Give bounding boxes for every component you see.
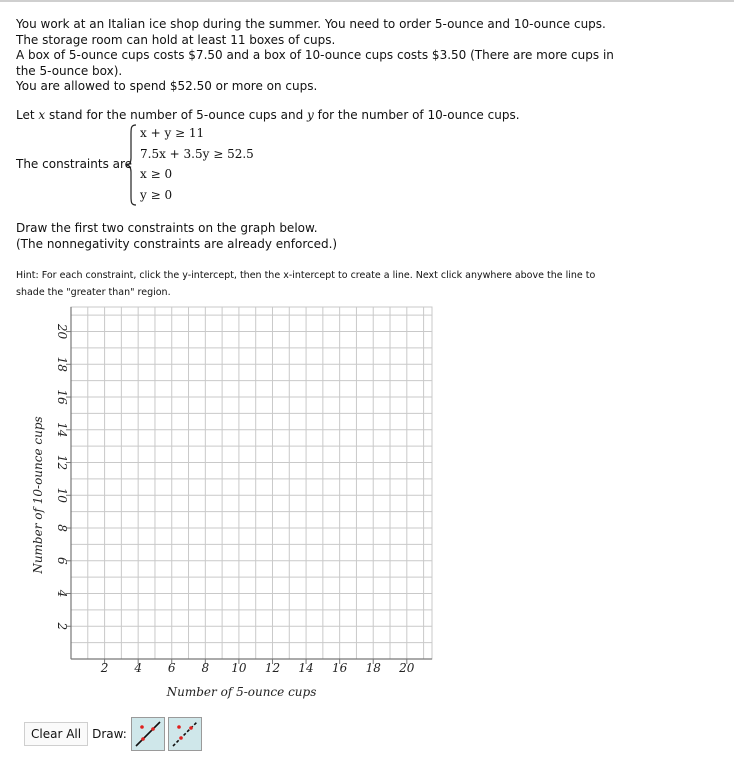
y-tick-label: 14 bbox=[55, 422, 69, 438]
x-tick-label: 4 bbox=[134, 661, 142, 675]
problem-statement bbox=[16, 17, 616, 95]
x-tick-label: 14 bbox=[298, 661, 314, 675]
constraint-1: x + y ≥ 11 bbox=[140, 126, 205, 140]
solid-line-icon bbox=[132, 718, 164, 750]
let-prefix: Let bbox=[16, 108, 39, 122]
graph-tick-labels bbox=[55, 323, 415, 675]
constraint-2: 7.5x + 3.5y ≥ 52.5 bbox=[140, 146, 254, 161]
y-tick-label: 8 bbox=[55, 524, 69, 532]
let-suffix: for the number of 10-ounce cups. bbox=[313, 108, 520, 122]
instructions bbox=[16, 221, 337, 252]
y-tick-label: 18 bbox=[55, 356, 69, 372]
left-brace-icon bbox=[124, 124, 138, 206]
y-axis-label: Number of 10-ounce cups bbox=[31, 416, 45, 574]
constraint-4: y ≥ 0 bbox=[140, 187, 173, 202]
problem-line-4: You are allowed to spend $52.50 or more on cups. bbox=[16, 79, 318, 93]
y-tick-label: 20 bbox=[55, 323, 69, 340]
variable-definition bbox=[16, 108, 520, 122]
instruction-line-1: Draw the first two constraints on the graph below. bbox=[16, 221, 318, 235]
y-tick-label: 10 bbox=[55, 487, 69, 503]
constraint-system bbox=[140, 123, 254, 205]
x-tick-label: 12 bbox=[264, 661, 281, 675]
let-middle: stand for the number of 5-ounce cups and bbox=[45, 108, 307, 122]
dashed-line-tool-button[interactable] bbox=[168, 717, 202, 751]
x-axis-label: Number of 5-ounce cups bbox=[166, 685, 317, 699]
problem-line-2: The storage room can hold at least 11 boxes of cups. bbox=[16, 32, 336, 47]
x-tick-label: 6 bbox=[167, 661, 176, 675]
clear-all-button[interactable]: Clear All bbox=[24, 722, 88, 746]
constraints-label: The constraints are bbox=[16, 157, 133, 171]
x-tick-label: 18 bbox=[365, 661, 381, 675]
x-tick-label: 16 bbox=[332, 661, 348, 675]
problem-line-3: A box of 5-ounce cups costs $7.50 and a box of 10-ounce cups costs $3.50 (There are more cups in the 5-ounce box). bbox=[16, 48, 614, 78]
top-divider bbox=[0, 0, 734, 2]
constraint-3: x ≥ 0 bbox=[140, 167, 173, 181]
problem-line-1: You work at an Italian ice shop during the summer. You need to order 5-ounce and 10-ounce cups. bbox=[16, 17, 606, 31]
plot-border bbox=[71, 307, 432, 659]
constraint-graph[interactable] bbox=[0, 300, 460, 710]
draw-label: Draw: bbox=[92, 727, 127, 741]
y-tick-label: 6 bbox=[55, 556, 69, 565]
dashed-line-icon bbox=[169, 718, 201, 750]
y-tick-label: 2 bbox=[55, 622, 69, 631]
graph-controls bbox=[24, 717, 205, 751]
var-y: y bbox=[307, 108, 314, 122]
solid-line-tool-button[interactable] bbox=[131, 717, 165, 751]
y-tick-label: 16 bbox=[55, 389, 69, 405]
var-x: x bbox=[38, 108, 46, 122]
instruction-line-2: (The nonnegativity constraints are already enforced.) bbox=[16, 236, 338, 251]
x-tick-label: 8 bbox=[201, 661, 210, 675]
x-tick-label: 20 bbox=[399, 661, 415, 675]
y-tick-label: 4 bbox=[55, 589, 69, 598]
x-tick-label: 2 bbox=[100, 661, 109, 675]
graph-grid bbox=[71, 307, 432, 659]
y-tick-label: 12 bbox=[55, 454, 69, 471]
x-tick-label: 10 bbox=[231, 661, 247, 675]
hint-text: Hint: For each constraint, click the y-intercept, then the x-intercept to create a line. Next click anywhere above the line to shade the "greater than" region. bbox=[16, 270, 596, 298]
